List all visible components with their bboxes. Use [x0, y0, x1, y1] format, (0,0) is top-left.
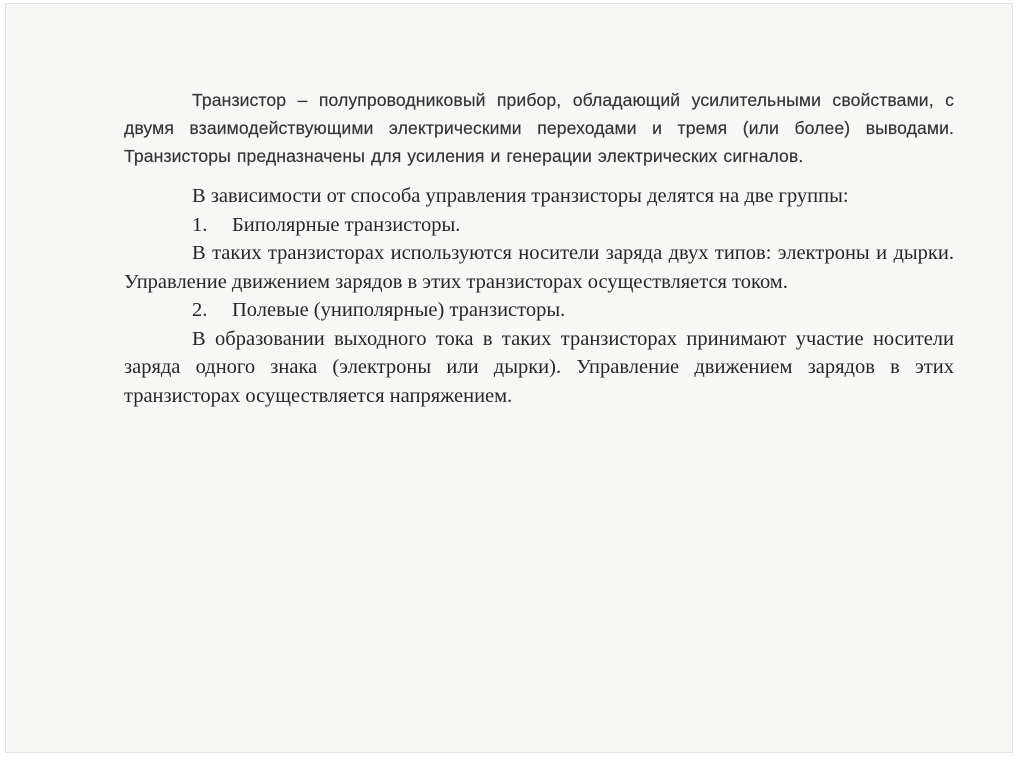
- list-item-title: Биполярные транзисторы.: [232, 213, 461, 236]
- list-item-bipolar: [124, 211, 954, 240]
- list-item-number: 1.: [192, 213, 208, 236]
- page-content: [124, 86, 954, 410]
- list-item-field-effect: [124, 296, 954, 325]
- definition-paragraph: Транзистор – полупроводниковый прибор, обладающий усилительными свойствами, с двумя взаимодействующими электрическими переходами и тремя (или более) выводами. Транзисторы предназначены для усиления и генерации электрических сигналов.: [124, 90, 954, 166]
- scanned-page: [6, 4, 1012, 752]
- field-effect-description: В образовании выходного тока в таких транзисторах принимают участие носители заряда одного знака (электроны или дырки). Управление движением зарядов в этих транзисторах осуществляется напряжением.: [124, 327, 954, 407]
- list-item-title: Полевые (униполярные) транзисторы.: [232, 299, 566, 321]
- classification-intro: В зависимости от способа управления транзисторы делятся на две группы:: [192, 185, 849, 207]
- classification-section: [124, 182, 954, 410]
- list-item-number: 2.: [192, 299, 208, 321]
- bipolar-description: В таких транзисторах используются носители заряда двух типов: электроны и дырки. Управление движением зарядов в этих транзисторах осуществляется током.: [124, 242, 954, 293]
